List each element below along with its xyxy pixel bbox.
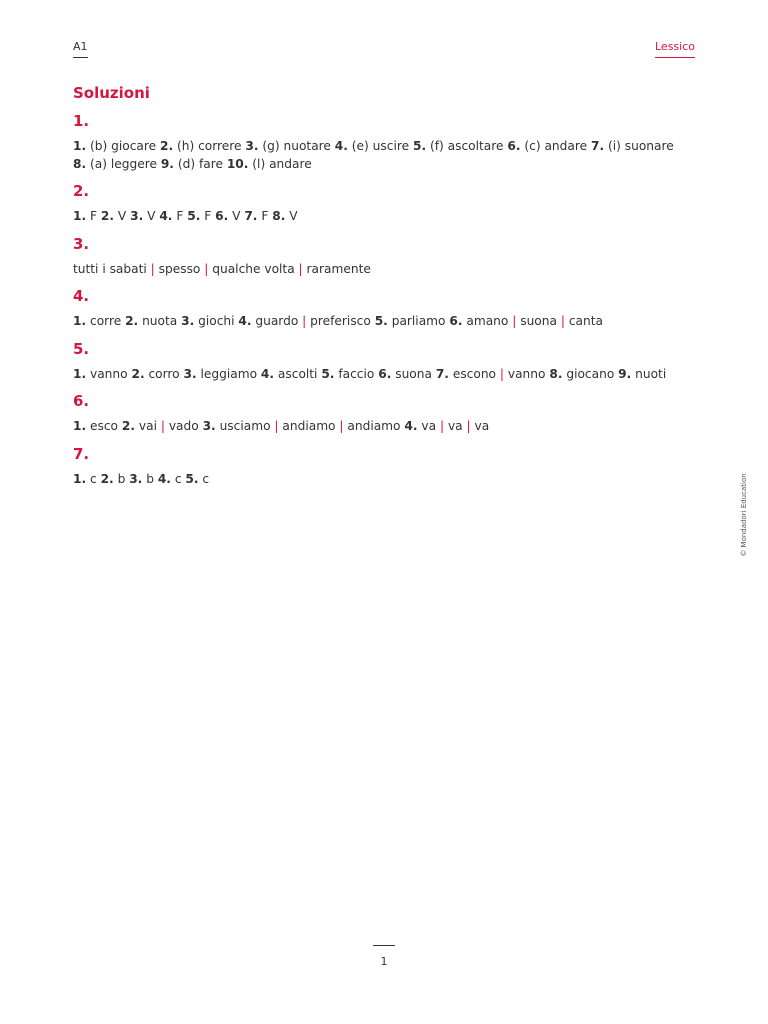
answer-text: giochi: [198, 314, 235, 328]
answer-number: 2.: [100, 471, 114, 486]
answer-number: 3.: [183, 366, 197, 381]
answer-number: 2.: [125, 314, 139, 328]
answer-item: [73, 314, 121, 328]
answer-item: [158, 472, 182, 486]
answer-number: 5.: [187, 209, 201, 223]
answer-item: [335, 139, 409, 153]
page-number: 1: [380, 955, 388, 968]
answer-number: 2.: [121, 419, 136, 433]
answer-separator: |: [298, 314, 311, 328]
answer-item: [321, 367, 374, 381]
answer-number: 1.: [73, 139, 87, 153]
exercise-answers: [73, 366, 698, 384]
answer-text: va: [447, 419, 463, 433]
answer-item: [187, 209, 211, 223]
exercise-number: 2.: [73, 182, 90, 200]
answer-separator: |: [436, 419, 448, 433]
footer-rule: [373, 945, 395, 946]
answer-text: nuota: [142, 314, 178, 328]
answer-item: [101, 209, 126, 223]
answer-item: [161, 157, 223, 171]
answer-number: 3.: [129, 471, 143, 486]
answer-text: andiamo: [347, 419, 401, 433]
answer-number: 4.: [260, 366, 275, 381]
answer-item: [73, 262, 371, 276]
answer-item: [181, 314, 234, 328]
answer-item: [618, 367, 666, 381]
answer-text: (c) andare: [524, 139, 588, 153]
answer-text: suona: [395, 366, 432, 381]
answer-text: vado: [168, 419, 199, 433]
answer-text: nuoti: [635, 366, 667, 381]
answer-text: b: [117, 471, 126, 486]
answer-number: 3.: [245, 139, 259, 153]
answer-number: 9.: [160, 156, 174, 171]
answer-number: 4.: [238, 314, 252, 328]
answer-item: [73, 139, 156, 153]
answer-text: raramente: [306, 261, 371, 276]
answer-item: [436, 367, 546, 381]
answer-text: (g) nuotare: [262, 139, 331, 153]
copyright-notice: © Mondadori Education: [740, 473, 748, 557]
answer-item: [215, 209, 240, 223]
answer-number: 5.: [374, 314, 388, 328]
answer-item: [591, 139, 674, 153]
answer-text: F: [204, 209, 212, 223]
answer-item: [73, 419, 118, 433]
answer-number: 3.: [130, 209, 144, 223]
answer-item: [122, 419, 199, 433]
answer-text: esco: [90, 419, 119, 433]
answer-separator: |: [270, 419, 283, 433]
answer-number: 3.: [202, 419, 216, 433]
exercise-number: 3.: [73, 234, 90, 253]
answer-text: F: [90, 209, 98, 223]
answer-text: escono: [452, 366, 497, 381]
answer-text: (b) giocare: [90, 139, 157, 153]
section-label: Lessico: [655, 40, 695, 58]
answer-item: [160, 139, 242, 153]
answer-item: [238, 314, 370, 328]
answer-number: 2.: [159, 139, 174, 153]
answer-number: 1.: [73, 209, 87, 223]
exercise-list: [73, 111, 698, 488]
answer-text: c: [174, 471, 182, 486]
answer-text: (h) correre: [176, 139, 242, 153]
answer-text: b: [146, 471, 154, 486]
answer-text: (i) suonare: [607, 139, 674, 153]
answer-item: [73, 367, 128, 381]
answer-number: 9.: [618, 366, 632, 381]
answer-text: leggiamo: [200, 366, 258, 381]
answer-number: 4.: [404, 419, 418, 433]
answer-text: tutti i sabati: [73, 261, 147, 276]
answer-item: [125, 314, 177, 328]
answer-text: V: [147, 209, 156, 223]
answer-item: [375, 314, 446, 328]
answer-text: usciamo: [219, 419, 271, 433]
answer-text: amano: [466, 314, 509, 328]
answer-separator: |: [146, 261, 159, 276]
exercise-answers: [73, 261, 698, 279]
answer-number: 1.: [73, 471, 87, 486]
answer-separator: |: [156, 419, 169, 433]
answer-item: [261, 367, 318, 381]
answer-text: corro: [148, 366, 180, 381]
answer-item: [413, 139, 504, 153]
answer-number: 8.: [549, 366, 563, 381]
exercise-answers: [73, 471, 698, 489]
answer-text: spesso: [158, 261, 201, 276]
answer-text: vanno: [90, 366, 128, 381]
answer-item: [449, 314, 603, 328]
answer-number: 6.: [449, 314, 463, 328]
answer-number: 7.: [590, 139, 605, 153]
answer-item: [159, 209, 183, 223]
answer-separator: |: [200, 261, 213, 276]
level-label: A1: [73, 40, 88, 58]
answer-separator: |: [335, 419, 348, 433]
answer-item: [378, 367, 432, 381]
answer-text: canta: [568, 314, 603, 328]
answer-text: F: [176, 209, 184, 223]
answer-text: andiamo: [282, 419, 336, 433]
answer-item: [404, 419, 489, 433]
answer-text: guardo: [255, 314, 299, 328]
answer-text: V: [289, 209, 298, 223]
answer-text: vanno: [507, 366, 546, 381]
answer-text: va: [474, 419, 490, 433]
exercise-number: 5.: [73, 339, 90, 358]
answer-text: va: [421, 419, 437, 433]
answer-text: qualche volta: [212, 261, 295, 276]
answer-text: (d) fare: [177, 156, 223, 171]
answer-text: c: [90, 471, 97, 486]
answer-text: vai: [138, 419, 157, 433]
exercise-number: 1.: [73, 112, 90, 130]
answer-text: preferisco: [310, 314, 371, 328]
answer-separator: |: [462, 419, 475, 433]
answer-number: 8.: [73, 156, 87, 171]
answer-separator: |: [294, 261, 307, 276]
answer-item: [73, 472, 97, 486]
answer-separator: |: [508, 314, 521, 328]
answer-number: 5.: [185, 471, 199, 486]
answer-item: [272, 209, 297, 223]
answer-text: (f) ascoltare: [429, 139, 504, 153]
answer-number: 3.: [181, 314, 195, 328]
answer-text: (a) leggere: [90, 156, 157, 171]
answer-separator: |: [496, 366, 508, 381]
answer-text: V: [232, 209, 241, 223]
answer-item: [507, 139, 587, 153]
answer-text: faccio: [338, 366, 375, 381]
answer-number: 2.: [100, 209, 115, 223]
answer-text: c: [202, 471, 210, 486]
exercise-answers: [73, 138, 698, 173]
answer-number: 4.: [157, 471, 171, 486]
answer-text: corre: [90, 314, 122, 328]
answer-text: ascolti: [277, 366, 318, 381]
answer-separator: |: [556, 314, 569, 328]
answer-number: 10.: [226, 156, 249, 171]
exercise-answers: [73, 313, 698, 331]
answer-item: [131, 367, 179, 381]
answer-number: 4.: [334, 139, 348, 153]
answer-number: 1.: [73, 314, 87, 328]
answer-text: (e) uscire: [351, 139, 410, 153]
answer-item: [245, 139, 331, 153]
exercise-number: 4.: [73, 287, 90, 305]
answer-item: [227, 157, 312, 171]
answer-item: [73, 157, 157, 171]
answer-item: [184, 367, 258, 381]
answer-text: parliamo: [391, 314, 446, 328]
answer-text: F: [261, 209, 269, 223]
answer-number: 7.: [244, 209, 258, 223]
answer-item: [244, 209, 268, 223]
answer-item: [130, 209, 155, 223]
answer-number: 6.: [378, 366, 392, 381]
answer-text: (l) andare: [252, 156, 312, 171]
answer-number: 5.: [321, 366, 335, 381]
answer-number: 6.: [507, 139, 521, 153]
page-title: Soluzioni: [73, 84, 150, 102]
exercise-number: 6.: [73, 392, 90, 410]
answer-item: [129, 472, 154, 486]
answer-number: 7.: [435, 366, 449, 381]
answer-text: suona: [520, 314, 557, 328]
answer-number: 1.: [73, 366, 87, 381]
answer-item: [101, 472, 126, 486]
answer-number: 1.: [73, 419, 87, 433]
exercise-answers: [73, 208, 698, 226]
answer-number: 5.: [412, 139, 427, 153]
answer-text: V: [117, 209, 127, 223]
answer-item: [549, 367, 614, 381]
exercise-answers: [73, 418, 698, 436]
answer-item: [203, 419, 401, 433]
answer-number: 2.: [131, 366, 145, 381]
solutions-content: [73, 83, 698, 488]
answer-number: 6.: [215, 209, 229, 223]
answer-item: [73, 209, 97, 223]
answer-text: giocano: [566, 366, 615, 381]
exercise-number: 7.: [73, 444, 90, 463]
answer-item: [185, 472, 209, 486]
answer-number: 4.: [159, 209, 173, 223]
answer-number: 8.: [272, 209, 286, 223]
